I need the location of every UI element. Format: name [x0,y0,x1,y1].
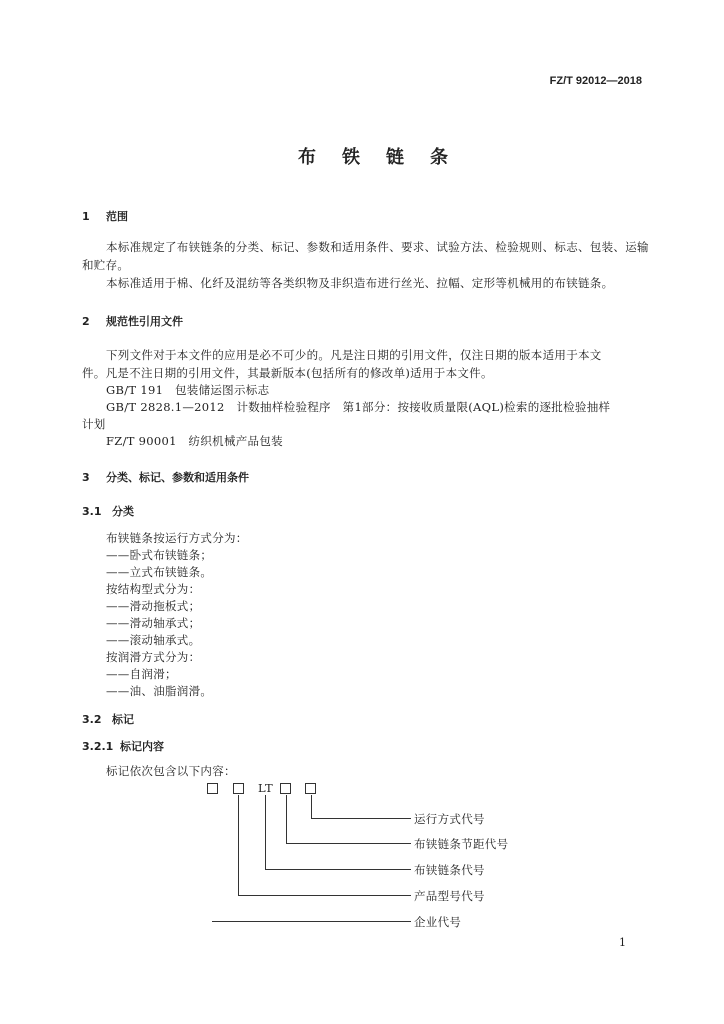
section-number: 1 [82,210,90,223]
list-item: ——滑动拖板式； [106,599,201,613]
document-title: 布铁链条 [298,147,474,168]
list-item: 按润滑方式分为： [106,650,201,664]
diagram-label: 运行方式代号 [414,812,485,826]
standard-number: FZ/T 92012—2018 [549,75,642,87]
reference-item-cont: 计划 [82,417,106,431]
paragraph: 和贮存。 [82,258,130,272]
reference-item: FZ/T 90001 纺织机械产品包装 [106,434,283,448]
section-2-heading [82,313,183,329]
leader-line [238,795,239,895]
subsection-3-2-heading [82,711,134,727]
diagram-label: 产品型号代号 [414,889,485,903]
reference-item: GB/T 191 包装储运图示标志 [106,383,270,397]
list-item: 按结构型式分为： [106,582,201,596]
list-item: ——滑动轴承式； [106,616,201,630]
reference-item: GB/T 2828.1—2012 计数抽样检验程序 第1部分：按接收质量限(AQL)检索的逐批检验抽样 [106,400,611,414]
list-item: 布铗链条按运行方式分为： [106,531,248,545]
subsection-3-2-1-heading [82,738,164,754]
section-number: 2 [82,315,90,328]
diagram-label: 布铗链条代号 [414,863,485,877]
list-item: ——卧式布铗链条； [106,548,213,562]
section-number: 3.1 [82,505,102,518]
leader-line [311,795,312,818]
list-item: ——立式布铗链条。 [106,565,213,579]
section-number: 3 [82,471,90,484]
section-title: 标记 [112,713,134,726]
section-title: 范围 [106,210,128,223]
section-title: 规范性引用文件 [106,315,183,328]
section-title: 标记内容 [120,740,164,753]
diagram-label: 企业代号 [414,915,462,929]
diagram-label: 布铗链条节距代号 [414,837,509,851]
leader-line [286,795,287,843]
placeholder-box-enterprise [207,783,218,794]
lt-code: LT [258,781,273,795]
paragraph: 本标准规定了布铗链条的分类、标记、参数和适用条件、要求、试验方法、检验规则、标志、包装、运输 [106,240,649,254]
list-item: ——油、油脂润滑。 [106,684,213,698]
leader-line [238,895,411,896]
leader-line [286,843,411,844]
page-number: 1 [619,936,626,949]
section-title: 分类、标记、参数和适用条件 [106,471,249,484]
placeholder-box-model [233,783,244,794]
section-number: 3.2.1 [82,740,114,753]
section-number: 3.2 [82,713,102,726]
leader-line [265,795,266,869]
leader-line [212,921,411,922]
list-item: ——自润滑； [106,667,177,681]
placeholder-box-running [305,783,316,794]
list-item: ——滚动轴承式。 [106,633,201,647]
section-3-heading [82,469,249,485]
paragraph: 件。凡是不注日期的引用文件，其最新版本(包括所有的修改单)适用于本文件。 [82,366,493,380]
leader-line [265,869,411,870]
leader-line [311,818,411,819]
section-1-heading [82,208,128,224]
placeholder-box-pitch [280,783,291,794]
paragraph: 下列文件对于本文件的应用是必不可少的。凡是注日期的引用文件，仅注日期的版本适用于本文 [106,348,602,362]
subsection-3-1-heading [82,503,134,519]
paragraph: 标记依次包含以下内容： [106,764,236,778]
paragraph: 本标准适用于棉、化纤及混纺等各类织物及非织造布进行丝光、拉幅、定形等机械用的布铗链条。 [106,276,614,290]
section-title: 分类 [112,505,134,518]
